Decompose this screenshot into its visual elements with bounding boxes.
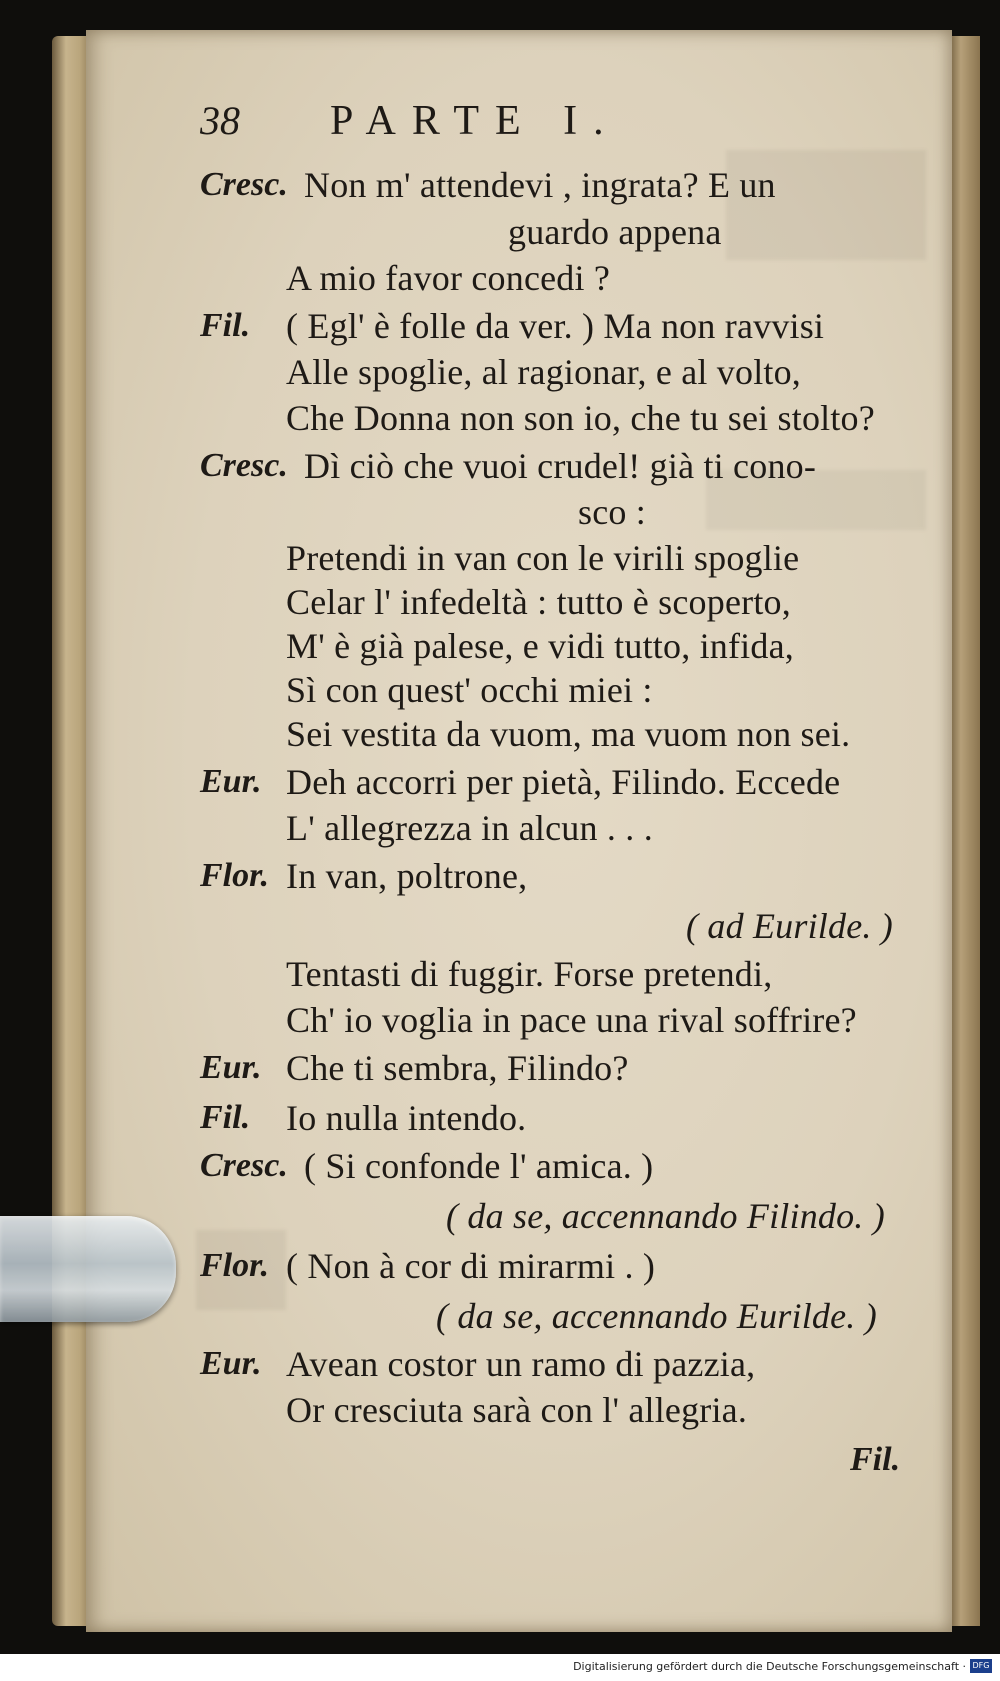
speaker-label: Fil. bbox=[200, 307, 251, 344]
verse-line: Che ti sembra, Filindo? bbox=[286, 1048, 629, 1088]
speaker-label: Flor. bbox=[200, 1247, 269, 1284]
funding-credit: Digitalisierung gefördert durch die Deutsche Forschungsgemeinschaft · bbox=[573, 1660, 966, 1673]
page-number: 38 bbox=[200, 98, 240, 143]
speaker-label: Fil. bbox=[200, 1099, 251, 1136]
verse-line: Sei vestita da vuom, ma vuom non sei. bbox=[286, 714, 851, 754]
page-header bbox=[200, 96, 620, 155]
speaker-label: Flor. bbox=[200, 857, 269, 894]
scanner-clip bbox=[0, 1216, 176, 1322]
dfg-logo: DFG bbox=[970, 1659, 992, 1673]
verse-line: L' allegrezza in alcun . . . bbox=[286, 808, 653, 848]
book-edge-right bbox=[948, 36, 980, 1626]
verse-line: M' è già palese, e vidi tutto, infida, bbox=[286, 626, 794, 666]
verse-line: Celar l' infedeltà : tutto è scoperto, bbox=[286, 582, 791, 622]
stage-direction: ( ad Eurilde. ) bbox=[686, 906, 893, 946]
verse-line: Non m' attendevi , ingrata? E un bbox=[304, 165, 776, 205]
verse-line: Deh accorri per pietà, Filindo. Eccede bbox=[286, 762, 841, 802]
verse-line: Alle spoglie, al ragionar, e al volto, bbox=[286, 352, 802, 392]
verse-line: A mio favor concedi ? bbox=[286, 258, 611, 298]
verse-line: Or cresciuta sarà con l' allegria. bbox=[286, 1390, 748, 1430]
speaker-label: Cresc. bbox=[200, 1147, 288, 1184]
verse-line: Sì con quest' occhi miei : bbox=[286, 670, 653, 710]
speaker-label: Cresc. bbox=[200, 166, 288, 203]
verse-line: Che Donna non son io, che tu sei stolto? bbox=[286, 398, 875, 438]
catchword: Fil. bbox=[850, 1441, 901, 1478]
verse-line: In van, poltrone, bbox=[286, 856, 528, 896]
verse-line: ( Non à cor di mirarmi . ) bbox=[286, 1246, 656, 1286]
verse-line: Avean costor un ramo di pazzia, bbox=[286, 1344, 756, 1384]
speaker-label: Eur. bbox=[200, 763, 262, 800]
verse-line: Dì ciò che vuoi crudel! già ti cono- bbox=[304, 446, 817, 486]
stage-direction: ( da se, accennando Filindo. ) bbox=[446, 1196, 885, 1236]
speaker-label: Eur. bbox=[200, 1049, 262, 1086]
verse-line: ( Si confonde l' amica. ) bbox=[304, 1146, 654, 1186]
verse-line: Pretendi in van con le virili spoglie bbox=[286, 538, 800, 578]
stage-direction: ( da se, accennando Eurilde. ) bbox=[436, 1296, 877, 1336]
verse-line: Tentasti di fuggir. Forse pretendi, bbox=[286, 954, 773, 994]
running-title: PARTE I. bbox=[330, 98, 620, 144]
verse-line: sco : bbox=[578, 492, 646, 532]
verse-line: Io nulla intendo. bbox=[286, 1098, 527, 1138]
speaker-label: Eur. bbox=[200, 1345, 262, 1382]
verse-line: ( Egl' è folle da ver. ) Ma non ravvisi bbox=[286, 306, 825, 346]
speaker-label: Cresc. bbox=[200, 447, 288, 484]
verse-line: guardo appena bbox=[508, 212, 722, 252]
verse-line: Ch' io voglia in pace una rival soffrire? bbox=[286, 1000, 857, 1040]
